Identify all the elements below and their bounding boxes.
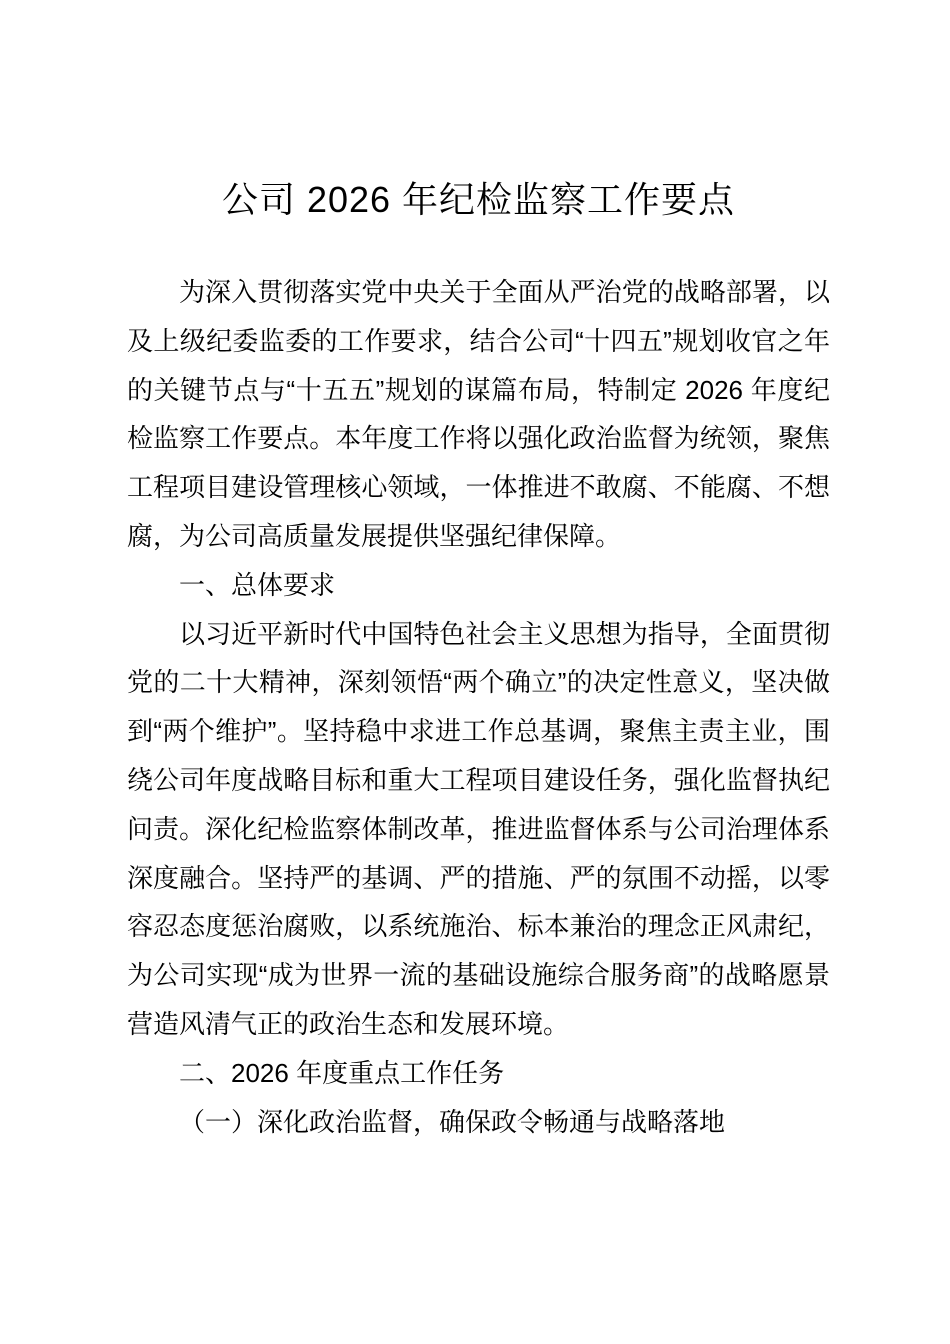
heading-section-1-overall-requirements: 一、总体要求 [179,569,336,600]
document-title: 公司 2026 年纪检监察工作要点 [221,179,736,220]
paragraph-intro: 为深入贯彻落实党中央关于全面从严治党的战略部署，以及上级纪委监委的工作要求，结合公司“十四五”规划收官之年的关键节点与“十五五”规划的谋篇布局，特制定 2026 年度纪检监察工作要点。本年度工作将以强化政治监督为统领，聚焦工程项目建设管理核心领域，一体推进不敢腐、不能腐、不想腐，为公司高质量发展提供坚强纪律保障。 [127,277,830,551]
heading-subsection-2-1-political-supervision: （一）深化政治监督，确保政令畅通与战略落地 [179,1106,726,1137]
paragraph-overall-requirements-body: 以习近平新时代中国特色社会主义思想为指导，全面贯彻党的二十大精神，深刻领悟“两个确立”的决定性意义，坚决做到“两个维护”。坚持稳中求进工作总基调，聚焦主责主业，围绕公司年度战略目标和重大工程项目建设任务，强化监督执纪问责。深化纪检监察体制改革，推进监督体系与公司治理体系深度融合。坚持严的基调、严的措施、严的氛围不动摇，以零容忍态度惩治腐败，以系统施治、标本兼治的理念正风肃纪，为公司实现“成为世界一流的基础设施综合服务商”的战略愿景营造风清气正的政治生态和发展环境。 [127,618,830,1039]
heading-section-2-key-tasks: 二、2026 年度重点工作任务 [179,1057,505,1088]
